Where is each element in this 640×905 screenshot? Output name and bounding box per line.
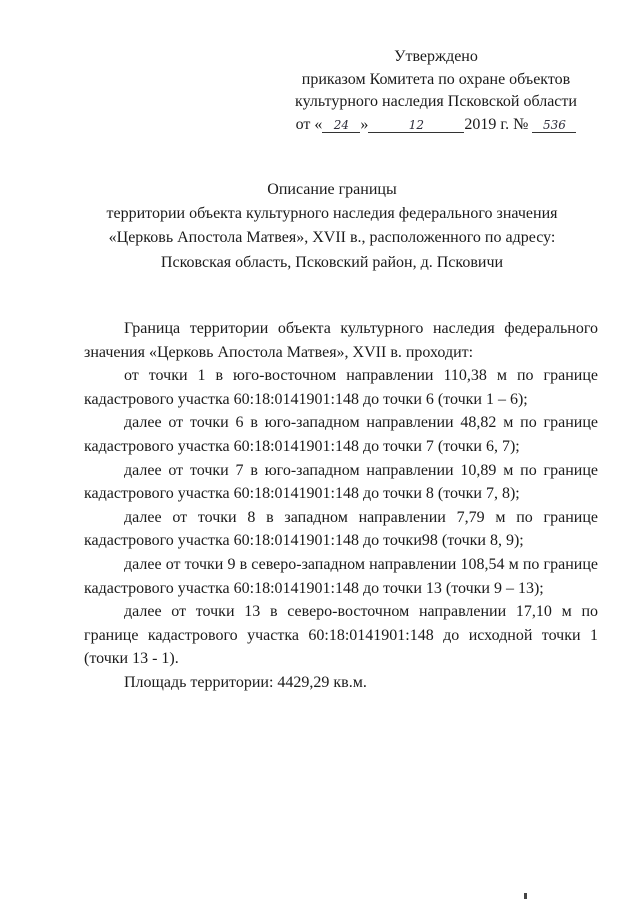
approval-date-line bbox=[276, 114, 596, 137]
body-paragraph-segment: от точки 1 в юго-восточном направлении 110,38 м по границе кадастрового участка 60:18:0141901:148 до точки 6 (точки 1 – 6); bbox=[84, 367, 598, 408]
scan-mark bbox=[524, 893, 527, 899]
title-line-3: «Церковь Апостола Матвея», XVII в., расположенного по адресу: bbox=[108, 229, 556, 247]
approval-heading: Утверждено bbox=[394, 48, 478, 65]
body-paragraph-segment: далее от точки 13 в северо-восточном направлении 17,10 м по границе кадастрового участка 60:18:0141901:148 до исходной точки 1 (точки 13 - 1). bbox=[84, 603, 598, 668]
document-body bbox=[84, 317, 598, 695]
handwritten-day: 24 bbox=[322, 118, 360, 133]
body-paragraph-area: Площадь территории: 4429,29 кв.м. bbox=[124, 673, 367, 691]
title-line-2: территории объекта культурного наследия федерального значения bbox=[106, 205, 558, 223]
date-year: 2019 г. № bbox=[464, 115, 529, 133]
title-line-4: Псковская область, Псковский район, д. Псковичи bbox=[160, 253, 504, 271]
approval-committee-line: культурного наследия Псковской области bbox=[295, 93, 577, 110]
approval-stamp bbox=[276, 46, 596, 136]
body-paragraph-segment: далее от точки 7 в юго-западном направлении 10,89 м по границе кадастрового участка 60:18:0141901:148 до точки 8 (точки 7, 8); bbox=[84, 461, 598, 503]
approval-order-line: приказом Комитета по охране объектов bbox=[301, 70, 571, 88]
handwritten-order-number: 536 bbox=[532, 118, 576, 133]
date-quote-close: » bbox=[360, 115, 369, 133]
body-paragraph-segment: далее от точки 8 в западном направлении 7,79 м по границе кадастрового участка 60:18:0141901:148 до точки98 (точки 8, 9); bbox=[84, 508, 598, 550]
date-prefix: от « bbox=[295, 115, 323, 133]
title-line-1: Описание границы bbox=[267, 181, 397, 198]
body-paragraph-intro: Граница территории объекта культурного наследия федерального значения «Церковь Апостола Матвея», XVII в. проходит: bbox=[84, 320, 598, 361]
body-paragraph-segment: далее от точки 9 в северо-западном направлении 108,54 м по границе кадастрового участка 60:18:0141901:148 до точки 13 (точки 9 – 13); bbox=[84, 555, 598, 597]
document-title bbox=[80, 178, 584, 275]
handwritten-month: 12 bbox=[368, 118, 464, 133]
body-paragraph-segment: далее от точки 6 в юго-западном направлении 48,82 м по границе кадастрового участка 60:18:0141901:148 до точки 7 (точки 6, 7); bbox=[84, 414, 598, 455]
